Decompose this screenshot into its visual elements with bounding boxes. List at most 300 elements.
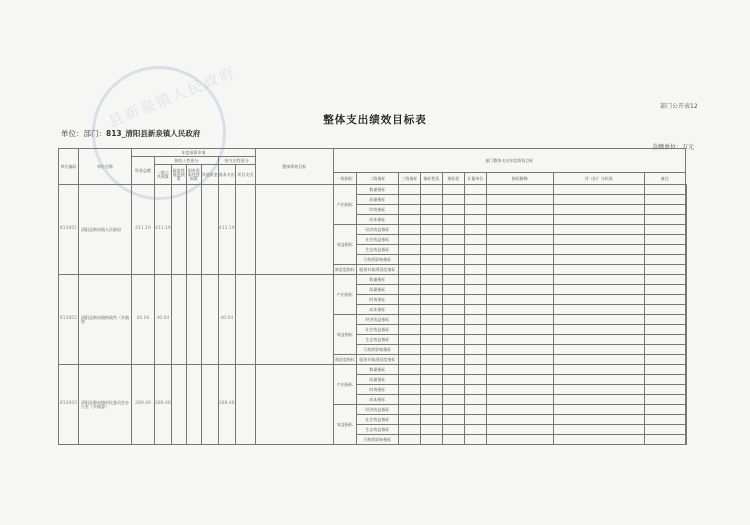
- l1-index-cell: 满意度指标: [333, 265, 356, 275]
- empty-cell: [398, 315, 420, 325]
- empty-cell: [464, 325, 486, 335]
- empty-cell: [442, 415, 464, 425]
- empty-cell: [486, 375, 553, 385]
- empty-cell: [420, 395, 442, 405]
- basic-exp-cell: 411.19: [218, 185, 235, 275]
- l2-index-cell: 经济效益指标: [356, 405, 398, 415]
- empty-cell: [644, 265, 685, 275]
- empty-cell: [398, 225, 420, 235]
- empty-cell: [398, 365, 420, 375]
- empty-cell: [464, 225, 486, 235]
- other-funds-cell: [201, 275, 218, 365]
- header-remark: 备注: [644, 173, 685, 185]
- empty-cell: [685, 405, 686, 415]
- empty-cell: [685, 435, 686, 445]
- empty-cell: [398, 385, 420, 395]
- empty-cell: [486, 315, 553, 325]
- empty-cell: [420, 235, 442, 245]
- empty-cell: [420, 195, 442, 205]
- unit-line: [61, 128, 200, 139]
- gov-fund-cell: [171, 185, 186, 275]
- empty-cell: [420, 405, 442, 415]
- goal-desc-cell: [255, 365, 333, 445]
- header-l1: 一级指标: [333, 173, 356, 185]
- empty-cell: [442, 215, 464, 225]
- goal-desc-cell: [255, 275, 333, 365]
- empty-cell: [486, 205, 553, 215]
- empty-cell: [464, 365, 486, 375]
- empty-cell: [553, 385, 644, 395]
- empty-cell: [464, 285, 486, 295]
- empty-cell: [486, 335, 553, 345]
- empty-cell: [464, 295, 486, 305]
- empty-cell: [464, 375, 486, 385]
- unit-name-cell: 清阳县新泉镇财政所（乡镇财: [79, 275, 132, 365]
- l2-index-cell: 时效指标: [356, 295, 398, 305]
- empty-cell: [420, 185, 442, 195]
- header-unit-code: 单位编码: [59, 149, 79, 185]
- empty-cell: [420, 215, 442, 225]
- empty-cell: [685, 245, 686, 255]
- empty-cell: [398, 345, 420, 355]
- empty-cell: [685, 195, 686, 205]
- l2-index-cell: 可持续影响指标: [356, 345, 398, 355]
- empty-cell: [553, 235, 644, 245]
- empty-cell: [420, 295, 442, 305]
- official-seal-text: 县新泉镇人民政府: [105, 63, 239, 131]
- empty-cell: [464, 345, 486, 355]
- empty-cell: [442, 385, 464, 395]
- unit-code-cell: 813002: [59, 275, 79, 365]
- empty-cell: [685, 185, 686, 195]
- header-perf-index: 部门整体支出年度绩效目标: [333, 149, 685, 173]
- empty-cell: [486, 225, 553, 235]
- empty-cell: [486, 395, 553, 405]
- empty-cell: [420, 255, 442, 265]
- empty-cell: [486, 185, 553, 195]
- empty-cell: [398, 425, 420, 435]
- empty-cell: [553, 225, 644, 235]
- empty-cell: [644, 345, 685, 355]
- empty-cell: [398, 205, 420, 215]
- header-unit-name: 单位名称: [79, 149, 132, 185]
- empty-cell: [486, 355, 553, 365]
- table-row: [59, 365, 687, 375]
- empty-cell: [420, 355, 442, 365]
- empty-cell: [464, 205, 486, 215]
- empty-cell: [398, 415, 420, 425]
- empty-cell: [420, 225, 442, 235]
- empty-cell: [442, 315, 464, 325]
- empty-cell: [442, 375, 464, 385]
- empty-cell: [398, 245, 420, 255]
- header-state-capital: 国有资本经营预算: [186, 165, 201, 185]
- empty-cell: [644, 365, 685, 375]
- l1-index-cell: 产出指标: [333, 365, 356, 405]
- header-index-desc: 指标解释: [486, 173, 553, 185]
- empty-cell: [644, 225, 685, 235]
- empty-cell: [685, 335, 686, 345]
- empty-cell: [442, 205, 464, 215]
- l2-index-cell: 质量指标: [356, 285, 398, 295]
- empty-cell: [486, 435, 553, 445]
- empty-cell: [464, 385, 486, 395]
- empty-cell: [464, 405, 486, 415]
- header-basic-exp: 基本支出: [218, 165, 235, 185]
- header-index-value: 指标值: [442, 173, 464, 185]
- empty-cell: [685, 365, 686, 375]
- header-scoring: 评（扣）分标准: [553, 173, 644, 185]
- l2-index-cell: 成本指标: [356, 395, 398, 405]
- empty-cell: [644, 245, 685, 255]
- empty-cell: [644, 305, 685, 315]
- gov-fund-cell: [171, 275, 186, 365]
- empty-cell: [685, 295, 686, 305]
- empty-cell: [553, 335, 644, 345]
- empty-cell: [685, 415, 686, 425]
- empty-cell: [486, 195, 553, 205]
- header-measure-unit: 计量单位: [464, 173, 486, 185]
- general-budget-cell: 289.46: [155, 365, 172, 445]
- l2-index-cell: 生态效益指标: [356, 335, 398, 345]
- empty-cell: [464, 195, 486, 205]
- amount-unit: 金额单位：万元: [652, 144, 695, 151]
- empty-cell: [644, 435, 685, 445]
- empty-cell: [442, 295, 464, 305]
- empty-cell: [553, 435, 644, 445]
- empty-cell: [553, 315, 644, 325]
- empty-cell: [553, 405, 644, 415]
- empty-cell: [685, 315, 686, 325]
- page-title: 整体支出绩效目标表: [323, 114, 427, 126]
- empty-cell: [464, 305, 486, 315]
- basic-exp-cell: 40.04: [218, 275, 235, 365]
- header-by-source: 按收入性质分: [155, 157, 219, 165]
- empty-cell: [442, 245, 464, 255]
- empty-cell: [442, 225, 464, 235]
- empty-cell: [486, 295, 553, 305]
- unit-name-cell: 清阳县新泉镇村民委员会办公室（乡镇委）: [79, 365, 132, 445]
- empty-cell: [553, 425, 644, 435]
- header-l3: 三级指标: [398, 173, 420, 185]
- total-cell: 289.46: [132, 365, 155, 445]
- empty-cell: [464, 265, 486, 275]
- empty-cell: [685, 215, 686, 225]
- empty-cell: [644, 415, 685, 425]
- empty-cell: [553, 215, 644, 225]
- header-goal-desc: 整体绩效目标: [255, 149, 333, 185]
- empty-cell: [420, 345, 442, 355]
- empty-cell: [398, 195, 420, 205]
- empty-cell: [685, 375, 686, 385]
- table-row: [59, 185, 687, 195]
- empty-cell: [398, 355, 420, 365]
- empty-cell: [685, 285, 686, 295]
- empty-cell: [486, 365, 553, 375]
- empty-cell: [553, 325, 644, 335]
- l2-index-cell: 数量指标: [356, 275, 398, 285]
- empty-cell: [685, 275, 686, 285]
- empty-cell: [486, 425, 553, 435]
- empty-cell: [553, 255, 644, 265]
- empty-cell: [420, 335, 442, 345]
- empty-cell: [464, 425, 486, 435]
- empty-cell: [398, 335, 420, 345]
- unit-label: 单位：部门：: [61, 129, 106, 138]
- empty-cell: [553, 355, 644, 365]
- empty-cell: [442, 185, 464, 195]
- l1-index-cell: 满意度指标: [333, 355, 356, 365]
- empty-cell: [553, 185, 644, 195]
- empty-cell: [420, 385, 442, 395]
- empty-cell: [420, 425, 442, 435]
- unit-value: 813_清阳县新泉镇人民政府: [106, 129, 201, 138]
- empty-cell: [553, 195, 644, 205]
- empty-cell: [553, 305, 644, 315]
- empty-cell: [486, 415, 553, 425]
- empty-cell: [486, 405, 553, 415]
- empty-cell: [644, 335, 685, 345]
- l2-index-cell: 生态效益指标: [356, 425, 398, 435]
- empty-cell: [644, 255, 685, 265]
- header-by-nature: 按支出性质分: [218, 157, 255, 165]
- empty-cell: [398, 185, 420, 195]
- empty-cell: [398, 295, 420, 305]
- state-capital-cell: [186, 185, 201, 275]
- header-annual-total: 年度预算申请: [132, 149, 256, 157]
- general-budget-cell: 40.04: [155, 275, 172, 365]
- empty-cell: [553, 345, 644, 355]
- empty-cell: [398, 215, 420, 225]
- empty-cell: [644, 295, 685, 305]
- empty-cell: [442, 325, 464, 335]
- empty-cell: [398, 305, 420, 315]
- empty-cell: [398, 255, 420, 265]
- empty-cell: [644, 235, 685, 245]
- empty-cell: [398, 435, 420, 445]
- l1-index-cell: 效益指标: [333, 315, 356, 355]
- empty-cell: [685, 205, 686, 215]
- l1-index-cell: 产出指标: [333, 185, 356, 225]
- unit-code-cell: 813001: [59, 185, 79, 275]
- empty-cell: [553, 415, 644, 425]
- empty-cell: [685, 325, 686, 335]
- project-exp-cell: [235, 275, 255, 365]
- empty-cell: [553, 285, 644, 295]
- empty-cell: [685, 395, 686, 405]
- l2-index-cell: 经济效益指标: [356, 315, 398, 325]
- header-total: 资金总额: [132, 157, 155, 185]
- empty-cell: [553, 275, 644, 285]
- empty-cell: [420, 365, 442, 375]
- empty-cell: [464, 185, 486, 195]
- empty-cell: [644, 205, 685, 215]
- l2-index-cell: 时效指标: [356, 205, 398, 215]
- empty-cell: [644, 395, 685, 405]
- total-cell: 40.04: [132, 275, 155, 365]
- empty-cell: [420, 275, 442, 285]
- l2-index-cell: 质量指标: [356, 195, 398, 205]
- l2-index-cell: 服务对象满意度指标: [356, 355, 398, 365]
- empty-cell: [464, 335, 486, 345]
- l2-index-cell: 成本指标: [356, 305, 398, 315]
- empty-cell: [685, 235, 686, 245]
- total-cell: 411.19: [132, 185, 155, 275]
- empty-cell: [442, 345, 464, 355]
- l2-index-cell: 社会效益指标: [356, 235, 398, 245]
- empty-cell: [644, 185, 685, 195]
- empty-cell: [553, 245, 644, 255]
- basic-exp-cell: 289.46: [218, 365, 235, 445]
- header-index-nature: 指标性质: [420, 173, 442, 185]
- empty-cell: [464, 395, 486, 405]
- empty-cell: [644, 275, 685, 285]
- empty-cell: [442, 235, 464, 245]
- empty-cell: [442, 255, 464, 265]
- empty-cell: [398, 285, 420, 295]
- empty-cell: [644, 315, 685, 325]
- empty-cell: [486, 245, 553, 255]
- other-funds-cell: [201, 185, 218, 275]
- l2-index-cell: 时效指标: [356, 385, 398, 395]
- l2-index-cell: 成本指标: [356, 215, 398, 225]
- empty-cell: [685, 225, 686, 235]
- empty-cell: [553, 365, 644, 375]
- general-budget-cell: 411.19: [155, 185, 172, 275]
- empty-cell: [685, 425, 686, 435]
- empty-cell: [464, 235, 486, 245]
- empty-cell: [464, 435, 486, 445]
- empty-cell: [685, 255, 686, 265]
- project-exp-cell: [235, 365, 255, 445]
- empty-cell: [420, 265, 442, 275]
- empty-cell: [442, 365, 464, 375]
- empty-cell: [442, 395, 464, 405]
- empty-cell: [644, 375, 685, 385]
- l2-index-cell: 社会效益指标: [356, 325, 398, 335]
- empty-cell: [486, 275, 553, 285]
- goal-desc-cell: [255, 185, 333, 275]
- empty-cell: [685, 385, 686, 395]
- empty-cell: [398, 265, 420, 275]
- empty-cell: [486, 385, 553, 395]
- empty-cell: [442, 265, 464, 275]
- empty-cell: [442, 355, 464, 365]
- empty-cell: [644, 385, 685, 395]
- empty-cell: [644, 325, 685, 335]
- empty-cell: [553, 205, 644, 215]
- empty-cell: [442, 195, 464, 205]
- empty-cell: [486, 255, 553, 265]
- l1-index-cell: 效益指标: [333, 405, 356, 445]
- l2-index-cell: 生态效益指标: [356, 245, 398, 255]
- header-l2: 二级指标: [356, 173, 398, 185]
- l2-index-cell: 数量指标: [356, 365, 398, 375]
- empty-cell: [486, 215, 553, 225]
- empty-cell: [464, 245, 486, 255]
- empty-cell: [464, 255, 486, 265]
- l2-index-cell: 社会效益指标: [356, 415, 398, 425]
- empty-cell: [420, 305, 442, 315]
- empty-cell: [685, 345, 686, 355]
- l1-index-cell: 产出指标: [333, 275, 356, 315]
- l2-index-cell: 质量指标: [356, 375, 398, 385]
- empty-cell: [398, 375, 420, 385]
- empty-cell: [644, 215, 685, 225]
- empty-cell: [644, 405, 685, 415]
- empty-cell: [398, 405, 420, 415]
- l1-index-cell: 效益指标: [333, 225, 356, 265]
- empty-cell: [464, 315, 486, 325]
- empty-cell: [644, 285, 685, 295]
- state-capital-cell: [186, 275, 201, 365]
- state-capital-cell: [186, 365, 201, 445]
- empty-cell: [420, 315, 442, 325]
- empty-cell: [553, 395, 644, 405]
- empty-cell: [486, 285, 553, 295]
- empty-cell: [420, 375, 442, 385]
- empty-cell: [464, 415, 486, 425]
- header-gov-fund: 政府性基金预算: [171, 165, 186, 185]
- unit-name-cell: 清阳县新泉镇人民政府: [79, 185, 132, 275]
- empty-cell: [442, 435, 464, 445]
- empty-cell: [553, 265, 644, 275]
- empty-cell: [420, 245, 442, 255]
- unit-code-cell: 813003: [59, 365, 79, 445]
- empty-cell: [464, 215, 486, 225]
- l2-index-cell: 可持续影响指标: [356, 435, 398, 445]
- empty-cell: [398, 395, 420, 405]
- empty-cell: [420, 205, 442, 215]
- empty-cell: [398, 275, 420, 285]
- empty-cell: [442, 285, 464, 295]
- empty-cell: [644, 355, 685, 365]
- gov-fund-cell: [171, 365, 186, 445]
- l2-index-cell: 服务对象满意度指标: [356, 265, 398, 275]
- empty-cell: [486, 325, 553, 335]
- empty-cell: [486, 265, 553, 275]
- form-code: 部门公开表12: [660, 103, 698, 110]
- header-other-funds: 其他资金: [201, 165, 218, 185]
- empty-cell: [685, 265, 686, 275]
- empty-cell: [486, 235, 553, 245]
- empty-cell: [442, 275, 464, 285]
- empty-cell: [420, 435, 442, 445]
- empty-cell: [553, 295, 644, 305]
- l2-index-cell: 数量指标: [356, 185, 398, 195]
- empty-cell: [644, 425, 685, 435]
- header-general-budget: 一般公共预算: [155, 165, 172, 185]
- empty-cell: [442, 405, 464, 415]
- l2-index-cell: 可持续影响指标: [356, 255, 398, 265]
- empty-cell: [553, 375, 644, 385]
- empty-cell: [442, 305, 464, 315]
- other-funds-cell: [201, 365, 218, 445]
- l2-index-cell: 经济效益指标: [356, 225, 398, 235]
- empty-cell: [442, 425, 464, 435]
- empty-cell: [486, 305, 553, 315]
- header-project-exp: 项目支出: [235, 165, 255, 185]
- empty-cell: [420, 285, 442, 295]
- empty-cell: [464, 275, 486, 285]
- empty-cell: [685, 355, 686, 365]
- empty-cell: [398, 235, 420, 245]
- performance-table: [58, 148, 687, 445]
- empty-cell: [486, 345, 553, 355]
- empty-cell: [420, 415, 442, 425]
- project-exp-cell: [235, 185, 255, 275]
- table-row: [59, 275, 687, 285]
